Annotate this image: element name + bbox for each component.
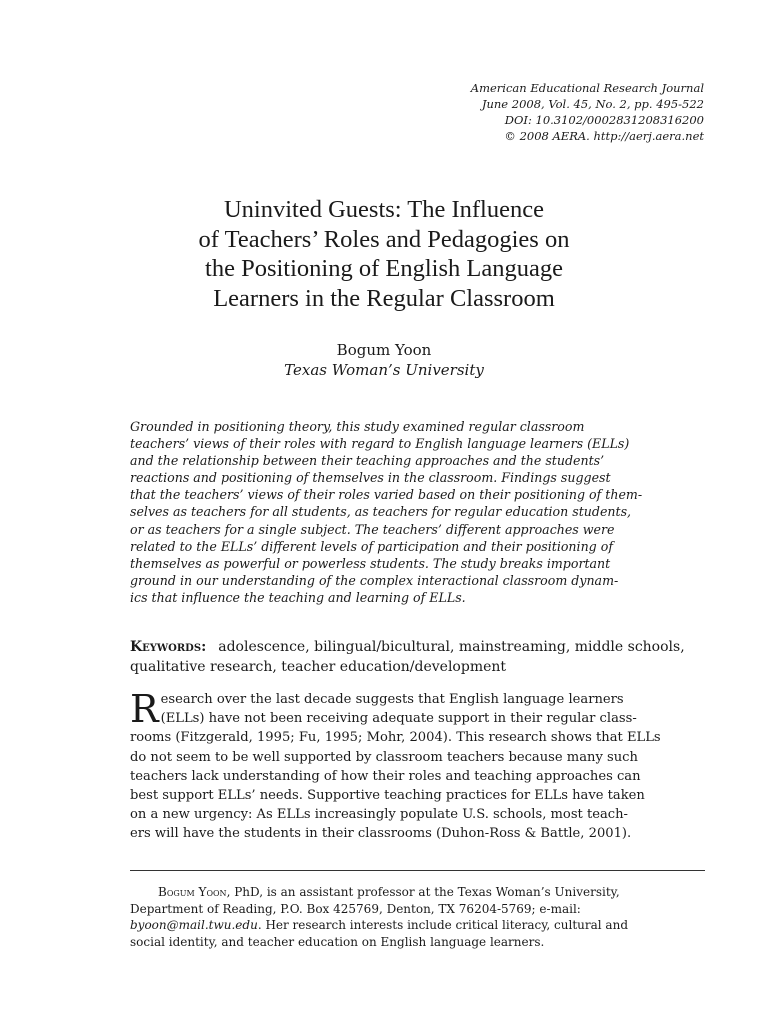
author-name: Bogum Yoon — [336, 341, 432, 359]
body-line: do not seem to be well supported by classroom teachers because many such — [130, 749, 638, 765]
journal-issue: June 2008, Vol. 45, No. 2, pp. 495-522 — [481, 97, 704, 111]
abstract-line: related to the ELLs’ different levels of participation and their positioning of — [130, 538, 613, 554]
abstract — [130, 418, 705, 606]
abstract-line: themselves as powerful or powerless students. The study breaks important — [130, 555, 611, 571]
keywords — [130, 637, 705, 677]
abstract-line: Grounded in positioning theory, this study examined regular classroom — [130, 419, 585, 434]
footnote-text: Department of Reading, P.O. Box 425769, Denton, TX 76204-5769; e-mail: — [130, 901, 581, 916]
abstract-line: ground in our understanding of the complex interactional classroom dynam- — [130, 572, 619, 588]
abstract-line: that the teachers’ views of their roles varied based on their positioning of them- — [130, 487, 643, 503]
author-affiliation: Texas Woman’s University — [284, 361, 484, 379]
abstract-line: reactions and positioning of themselves in the classroom. Findings suggest — [130, 470, 611, 486]
body-line: on a new urgency: As ELLs increasingly populate U.S. schools, most teach- — [130, 807, 628, 823]
body-paragraph — [130, 687, 705, 844]
body-line: esearch over the last decade suggests that English language learners — [160, 692, 624, 707]
author-footnote — [130, 884, 705, 950]
drop-cap: R — [130, 687, 159, 731]
footnote-author: Bogum Yoon — [158, 885, 227, 899]
abstract-line: selves as teachers for all students, as teachers for regular education students, — [130, 504, 632, 520]
footnote-text: social identity, and teacher education on English language learners. — [130, 934, 545, 949]
journal-doi: DOI: 10.3102/0002831208316200 — [504, 113, 704, 127]
title-line: of Teachers’ Roles and Pedagogies on — [198, 225, 570, 253]
abstract-line: or as teachers for a single subject. The teachers’ different approaches were — [130, 521, 615, 537]
abstract-line: and the relationship between their teaching approaches and the students’ — [130, 453, 605, 469]
journal-header — [304, 80, 704, 144]
title-line: Uninvited Guests: The Influence — [223, 196, 544, 223]
keywords-label: Keywords: — [130, 639, 207, 655]
journal-copyright: © 2008 AERA. http://aerj.aera.net — [504, 129, 704, 143]
body-line: teachers lack understanding of how their roles and teaching approaches can — [130, 768, 641, 784]
body-line: best support ELLs’ needs. Supportive teaching practices for ELLs have taken — [130, 788, 645, 804]
body-line: ers will have the students in their classrooms (Duhon-Ross & Battle, 2001). — [130, 826, 632, 842]
footnote-text: . Her research interests include critical literacy, cultural and — [257, 918, 628, 932]
title-line: the Positioning of English Language — [205, 255, 563, 282]
title-line: Learners in the Regular Classroom — [213, 284, 555, 312]
footnote-text: , PhD, is an assistant professor at the Texas Woman’s University, — [226, 885, 620, 899]
abstract-line: ics that influence the teaching and learning of ELLs. — [130, 589, 466, 605]
journal-name: American Educational Research Journal — [470, 81, 704, 95]
article-title — [120, 195, 648, 313]
keywords-list-cont: qualitative research, teacher education/development — [130, 659, 507, 675]
abstract-line: teachers’ views of their roles with regard to English language learners (ELLs) — [130, 436, 630, 452]
author-email: byoon@mail.twu.edu — [130, 918, 258, 932]
keywords-list: adolescence, bilingual/bicultural, mainstreaming, middle schools, — [218, 639, 685, 655]
body-line: rooms (Fitzgerald, 1995; Fu, 1995; Mohr, 2004). This research shows that ELLs — [130, 730, 661, 746]
body-line: (ELLs) have not been receiving adequate support in their regular class- — [160, 711, 637, 727]
footnote-divider — [130, 870, 705, 871]
